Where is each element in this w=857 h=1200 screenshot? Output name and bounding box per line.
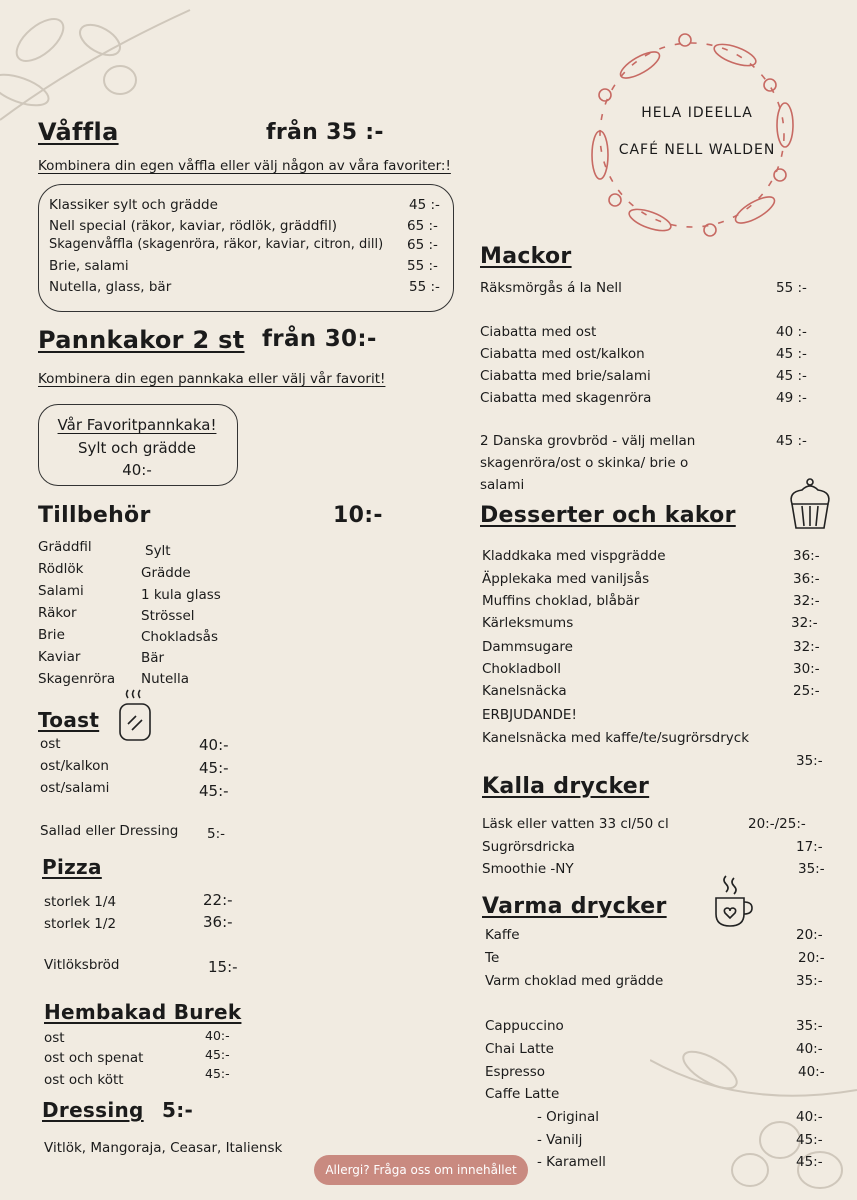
tillbehor-item: Bär: [141, 650, 165, 666]
dessert-item-price: 36:-: [793, 548, 820, 564]
toast-item-price: 45:-: [199, 759, 229, 777]
pizza-extra-name: Vitlöksbröd: [44, 957, 120, 973]
pizza-item-price: 36:-: [203, 913, 233, 931]
tillbehor-item: Gräddfil: [38, 539, 92, 555]
vaffla-item-price: 65 :-: [407, 218, 438, 234]
dessert-item-name: Äpplekaka med vaniljsås: [482, 571, 650, 587]
kalla-item-price: 20:-/25:-: [748, 816, 806, 832]
kalla-item-name: Smoothie -NY: [482, 861, 574, 877]
pizza-extra-price: 15:-: [208, 958, 238, 976]
allergy-notice: Allergi? Fråga oss om innehållet: [314, 1155, 528, 1185]
dessert-item-name: Kärleksmums: [482, 615, 574, 631]
tillbehor-item: Räkor: [38, 605, 77, 621]
offer-price: 35:-: [796, 753, 823, 769]
mackor-item-price: 55 :-: [776, 280, 807, 296]
mackor-item-name: Räksmörgås á la Nell: [480, 280, 622, 296]
tillbehor-item: Skagenröra: [38, 671, 116, 687]
varma-item-price: 35:-: [796, 1018, 823, 1034]
pizza-item-price: 22:-: [203, 891, 233, 909]
dessert-item-price: 25:-: [793, 683, 820, 699]
dessert-item-name: Muffins choklad, blåbär: [482, 593, 640, 609]
kalla-item-name: Sugrörsdricka: [482, 839, 575, 855]
vaffla-item-name: Skagenvåffla (skagenröra, räkor, kaviar, citron, dill): [49, 237, 384, 252]
burek-item-name: ost: [44, 1030, 65, 1046]
grovbrod-line3: salami: [480, 477, 525, 493]
tillbehor-item: Chokladsås: [141, 629, 218, 645]
dressing-title: Dressing: [42, 1098, 144, 1122]
dressing-items: Vitlök, Mangoraja, Ceasar, Italiensk: [44, 1140, 283, 1156]
grovbrod-price: 45 :-: [776, 433, 807, 449]
dessert-item-price: 30:-: [793, 661, 820, 677]
kalla-item-price: 17:-: [796, 839, 823, 855]
tillbehor-price: 10:-: [333, 503, 383, 528]
tillbehor-item: Strössel: [141, 608, 195, 624]
caffe-latte-label: Caffe Latte: [485, 1086, 560, 1102]
vaffla-item-price: 55 :-: [407, 258, 438, 274]
vaffla-item-price: 65 :-: [407, 237, 438, 253]
tillbehor-item: Rödlök: [38, 561, 84, 577]
grovbrod-line2: skagenröra/ost o skinka/ brie o: [480, 455, 689, 471]
mackor-item-price: 45 :-: [776, 368, 807, 384]
varma-item-price: 40:-: [798, 1064, 825, 1080]
latte-item-price: 40:-: [796, 1109, 823, 1125]
vaffla-item-name: Nutella, glass, bär: [49, 279, 172, 295]
vaffla-item-price: 45 :-: [409, 197, 440, 213]
coffee-cup-icon: [712, 874, 754, 930]
burek-item-name: ost och spenat: [44, 1050, 144, 1066]
varma-item-name: Kaffe: [485, 927, 520, 943]
varma-item-name: Varm choklad med grädde: [485, 973, 664, 989]
tillbehor-item: Grädde: [141, 565, 191, 581]
cafe-name-line2: CAFÉ NELL WALDEN: [618, 142, 776, 158]
burek-item-price: 45:-: [205, 1047, 230, 1062]
varma-item-price: 35:-: [796, 973, 823, 989]
pannkakor-subtitle: Kombinera din egen pannkaka eller välj vår favorit!: [38, 371, 386, 387]
pannkakor-price: från 30:-: [262, 326, 377, 352]
burek-item-price: 45:-: [205, 1066, 230, 1081]
toast-extra-name: Sallad eller Dressing: [40, 823, 179, 839]
latte-item-name: - Vanilj: [537, 1132, 583, 1148]
varma-item-price: 40:-: [796, 1041, 823, 1057]
tillbehor-item: 1 kula glass: [141, 587, 221, 603]
fav-pannkaka-title: Vår Favoritpannkaka!: [57, 416, 217, 434]
grovbrod-line1: 2 Danska grovbröd - välj mellan: [480, 433, 696, 449]
dessert-item-price: 32:-: [793, 593, 820, 609]
pannkakor-title: Pannkakor 2 st: [38, 326, 245, 354]
vaffla-item-price: 55 :-: [409, 279, 440, 295]
dessert-item-name: Dammsugare: [482, 639, 573, 655]
varma-item-name: Cappuccino: [485, 1018, 564, 1034]
pizza-item-name: storlek 1/2: [44, 916, 117, 932]
latte-item-name: - Original: [537, 1109, 599, 1125]
dessert-item-price: 32:-: [791, 615, 818, 631]
mackor-item-name: Ciabatta med ost: [480, 324, 597, 340]
mackor-item-price: 40 :-: [776, 324, 807, 340]
varma-item-name: Espresso: [485, 1064, 546, 1080]
dressing-price: 5:-: [162, 1098, 194, 1122]
floral-wreath-logo: [580, 25, 805, 245]
toast-item-name: ost: [40, 736, 61, 752]
varma-item-price: 20:-: [798, 950, 825, 966]
toast-item-name: ost/kalkon: [40, 758, 109, 774]
tillbehor-item: Nutella: [141, 671, 190, 687]
latte-item-price: 45:-: [796, 1154, 823, 1170]
mackor-title: Mackor: [480, 244, 572, 269]
toaster-icon: [116, 688, 156, 744]
dessert-item-name: Kanelsnäcka: [482, 683, 567, 699]
fav-pannkaka-desc: Sylt och grädde: [77, 439, 197, 457]
olive-branch-bottom-right: [650, 1030, 857, 1200]
offer-text: Kanelsnäcka med kaffe/te/sugrörsdryck: [482, 730, 750, 746]
vaffla-item-name: Nell special (räkor, kaviar, rödlök, gräddfil): [49, 218, 337, 234]
pizza-item-name: storlek 1/4: [44, 894, 117, 910]
tillbehor-title: Tillbehör: [38, 503, 151, 528]
cafe-name-line1: HELA IDEELLA: [641, 105, 753, 121]
vaffla-title: Våffla: [38, 118, 119, 146]
desserter-title: Desserter och kakor: [480, 503, 736, 528]
cupcake-icon: [786, 476, 834, 532]
vaffla-item-name: Brie, salami: [49, 258, 129, 274]
latte-item-name: - Karamell: [537, 1154, 606, 1170]
burek-item-price: 40:-: [205, 1028, 230, 1043]
offer-label: ERBJUDANDE!: [482, 707, 577, 723]
tillbehor-item: Brie: [38, 627, 65, 643]
mackor-item-name: Ciabatta med brie/salami: [480, 368, 651, 384]
burek-title: Hembakad Burek: [44, 1000, 242, 1024]
vaffla-price: från 35 :-: [266, 120, 384, 145]
toast-item-price: 45:-: [199, 782, 229, 800]
toast-extra-price: 5:-: [207, 826, 226, 842]
varma-item-price: 20:-: [796, 927, 823, 943]
tillbehor-item: Salami: [38, 583, 84, 599]
kalla-item-price: 35:-: [798, 861, 825, 877]
mackor-item-name: Ciabatta med skagenröra: [480, 390, 652, 406]
toast-item-name: ost/salami: [40, 780, 110, 796]
fav-pannkaka-price: 40:-: [122, 461, 152, 479]
vaffla-item-name: Klassiker sylt och grädde: [49, 197, 218, 213]
mackor-item-name: Ciabatta med ost/kalkon: [480, 346, 645, 362]
mackor-item-price: 49 :-: [776, 390, 807, 406]
kalla-item-name: Läsk eller vatten 33 cl/50 cl: [482, 816, 669, 832]
pizza-title: Pizza: [42, 855, 102, 879]
dessert-item-price: 32:-: [793, 639, 820, 655]
vaffla-subtitle: Kombinera din egen våffla eller välj någon av våra favoriter:!: [38, 158, 451, 174]
kalla-title: Kalla drycker: [482, 774, 650, 799]
tillbehor-item: Sylt: [145, 543, 171, 559]
varma-title: Varma drycker: [482, 894, 667, 919]
burek-item-name: ost och kött: [44, 1072, 124, 1088]
toast-title: Toast: [38, 708, 100, 732]
latte-item-price: 45:-: [796, 1132, 823, 1148]
dessert-item-name: Chokladboll: [482, 661, 561, 677]
dessert-item-name: Kladdkaka med vispgrädde: [482, 548, 666, 564]
toast-item-price: 40:-: [199, 736, 229, 754]
tillbehor-item: Kaviar: [38, 649, 81, 665]
varma-item-name: Chai Latte: [485, 1041, 554, 1057]
varma-item-name: Te: [485, 950, 500, 966]
dessert-item-price: 36:-: [793, 571, 820, 587]
mackor-item-price: 45 :-: [776, 346, 807, 362]
